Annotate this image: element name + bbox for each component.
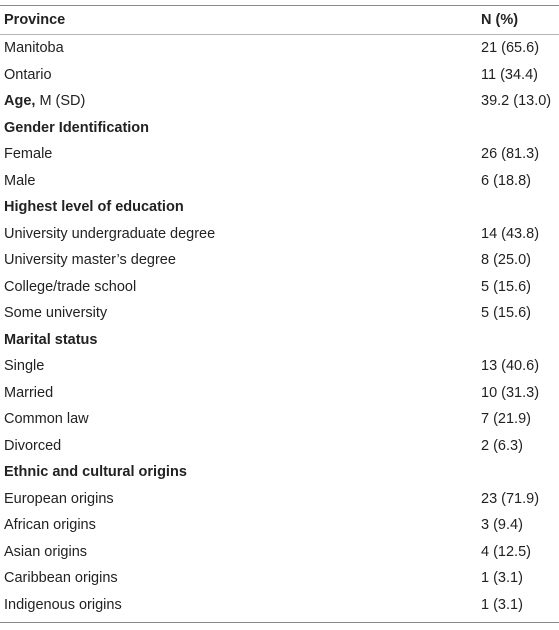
table-row [0, 433, 559, 460]
row-value: 7 (21.9) [481, 411, 531, 427]
row-label: European origins [4, 490, 114, 507]
table-row [0, 62, 559, 89]
table-row [0, 300, 559, 327]
table-row [0, 539, 559, 566]
table-row [0, 88, 559, 115]
bottom-rule [0, 622, 559, 623]
row-value: 11 (34.4) [481, 66, 538, 83]
table-row [0, 35, 559, 62]
row-label: Indigenous origins [4, 596, 122, 613]
row-value: 5 (15.6) [481, 278, 531, 295]
table-row [0, 141, 559, 168]
table-row [0, 565, 559, 592]
header-n-percent: N (%) [481, 12, 519, 28]
row-label: Ontario [4, 66, 52, 83]
row-label: Manitoba [4, 40, 64, 56]
row-label: Single [4, 358, 45, 374]
row-value: 26 (81.3) [481, 146, 540, 162]
row-label: College/trade school [4, 278, 137, 295]
age-label-bold: Age, [4, 93, 36, 109]
row-value: 14 (43.8) [481, 225, 540, 242]
row-label: Asian origins [4, 543, 88, 560]
table-row [0, 168, 559, 195]
row-value: 4 (12.5) [481, 543, 531, 560]
table-row [0, 406, 559, 433]
table-row [0, 512, 559, 539]
row-label [4, 88, 85, 115]
row-label: Married [4, 384, 54, 401]
section-heading-row [0, 459, 559, 486]
table-row [0, 247, 559, 274]
section-heading: Gender Identification [4, 119, 150, 136]
section-heading: Ethnic and cultural origins [4, 464, 187, 480]
row-value: 2 (6.3) [481, 437, 523, 454]
row-label: Caribbean origins [4, 570, 118, 586]
row-value: 1 (3.1) [481, 570, 523, 586]
row-value: 5 (15.6) [481, 305, 531, 321]
table-row [0, 592, 559, 619]
row-label: University master’s degree [4, 252, 176, 268]
table-header [0, 6, 559, 34]
header-province: Province [4, 12, 66, 28]
section-heading-row [0, 194, 559, 221]
age-label-rest: M (SD) [35, 93, 86, 109]
row-value: 23 (71.9) [481, 490, 540, 507]
table-row [0, 353, 559, 380]
row-label: University undergraduate degree [4, 225, 216, 242]
row-label: Male [4, 172, 36, 189]
row-label: African origins [4, 517, 96, 533]
section-heading-row [0, 115, 559, 142]
table-row [0, 380, 559, 407]
table-row [0, 221, 559, 248]
row-value: 10 (31.3) [481, 384, 540, 401]
row-label: Female [4, 146, 53, 162]
row-label: Some university [4, 305, 108, 321]
row-value: 8 (25.0) [481, 252, 531, 268]
section-heading: Marital status [4, 331, 98, 348]
row-value: 3 (9.4) [481, 517, 523, 533]
row-value: 39.2 (13.0) [481, 93, 552, 109]
table-row [0, 274, 559, 301]
section-heading-row [0, 327, 559, 354]
row-value: 21 (65.6) [481, 40, 540, 56]
row-value: 6 (18.8) [481, 172, 531, 189]
row-label: Divorced [4, 437, 62, 454]
table-row [0, 486, 559, 513]
row-label: Common law [4, 411, 89, 427]
row-value: 13 (40.6) [481, 358, 540, 374]
section-heading: Highest level of education [4, 199, 184, 215]
row-value: 1 (3.1) [481, 596, 523, 613]
